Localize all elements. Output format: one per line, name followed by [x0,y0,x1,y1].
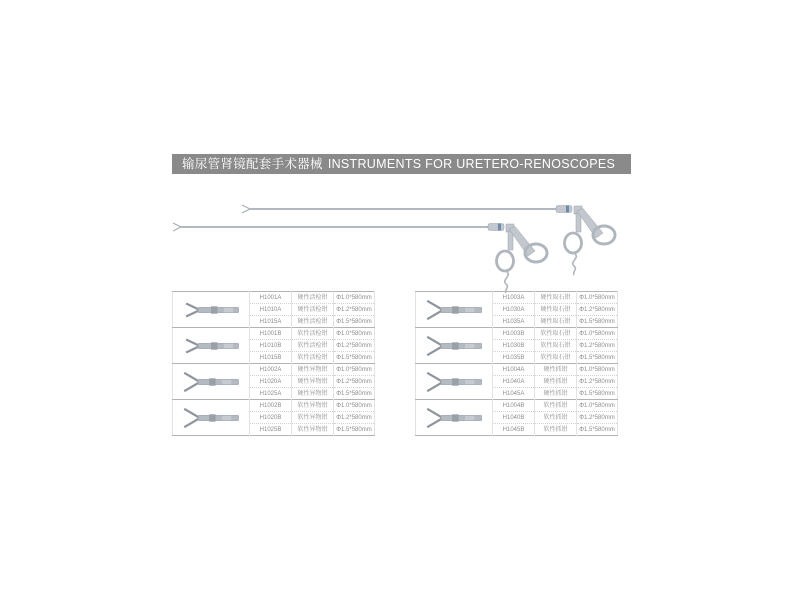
spec-cell: Φ1.2*580mm [577,412,618,424]
model-cell: H1010A [250,304,292,316]
name-cell: 软性异物钳 [292,412,334,424]
instrument-thumbnail-cell [416,292,493,328]
model-cell: H1002B [250,400,292,412]
instruments-illustration [170,195,640,295]
spec-cell: Φ1.5*580mm [577,388,618,400]
spec-cell: Φ1.5*580mm [334,316,375,328]
spec-cell: Φ1.0*580mm [577,292,618,304]
name-cell: 硬性取石钳 [535,304,577,316]
name-cell: 硬性活检钳 [292,304,334,316]
spec-cell: Φ1.0*580mm [577,400,618,412]
spec-cell: Φ1.0*580mm [334,364,375,376]
name-cell: 软性异物钳 [292,424,334,436]
spec-cell: Φ1.5*580mm [577,352,618,364]
name-cell: 软性活检钳 [292,328,334,340]
model-cell: H1045B [493,424,535,436]
spec-cell: Φ1.0*580mm [334,292,375,304]
spec-cell: Φ1.0*580mm [334,328,375,340]
model-cell: H1035B [493,352,535,364]
instrument-thumbnail-cell [173,364,250,400]
spec-cell: Φ1.5*580mm [334,388,375,400]
name-cell: 硬性抓钳 [535,388,577,400]
model-cell: H1015A [250,316,292,328]
name-cell: 软性取石钳 [535,328,577,340]
name-cell: 硬性抓钳 [535,376,577,388]
name-cell: 软性抓钳 [535,412,577,424]
instrument-thumbnail-cell [416,364,493,400]
spec-cell: Φ1.0*580mm [334,400,375,412]
name-cell: 硬性异物钳 [292,364,334,376]
spec-cell: Φ1.5*580mm [577,424,618,436]
spec-cell: Φ1.2*580mm [577,340,618,352]
section-title-chinese: 输尿管肾镜配套手术器械 [182,157,323,171]
spec-cell: Φ1.5*580mm [334,424,375,436]
forceps-open-jaws-icon [424,370,484,394]
section-header-bar [172,154,631,174]
model-cell: H1010B [250,340,292,352]
spec-cell: Φ1.5*580mm [577,316,618,328]
spec-table-left [172,291,375,436]
name-cell: 软性异物钳 [292,400,334,412]
name-cell: 硬性异物钳 [292,376,334,388]
name-cell: 软性活检钳 [292,340,334,352]
model-cell: H1025B [250,424,292,436]
name-cell: 软性活检钳 [292,352,334,364]
model-cell: H1025A [250,388,292,400]
forceps-open-jaws-icon [424,298,484,322]
forceps-open-jaws-icon [181,370,241,394]
model-cell: H1020B [250,412,292,424]
name-cell: 硬性活检钳 [292,292,334,304]
instrument-thumbnail-cell [173,400,250,436]
model-cell: H1001A [250,292,292,304]
forceps-open-jaws-icon [181,334,241,358]
spec-cell: Φ1.2*580mm [334,340,375,352]
name-cell: 软性抓钳 [535,400,577,412]
spec-cell: Φ1.2*580mm [334,412,375,424]
section-title-english: INSTRUMENTS FOR URETERO-RENOSCOPES [327,157,616,171]
model-cell: H1040B [493,412,535,424]
model-cell: H1015B [250,352,292,364]
name-cell: 硬性异物钳 [292,388,334,400]
name-cell: 硬性取石钳 [535,316,577,328]
spec-cell: Φ1.2*580mm [334,304,375,316]
instrument-thumbnail-cell [416,400,493,436]
name-cell: 硬性取石钳 [535,292,577,304]
model-cell: H1003B [493,328,535,340]
model-cell: H1002A [250,364,292,376]
forceps-open-jaws-icon [424,334,484,358]
flexible-forceps-long-icon [242,205,615,275]
name-cell: 硬性活检钳 [292,316,334,328]
spec-cell: Φ1.2*580mm [577,304,618,316]
spec-cell: Φ1.2*580mm [577,376,618,388]
forceps-open-jaws-icon [181,298,241,322]
name-cell: 软性抓钳 [535,424,577,436]
instrument-thumbnail-cell [173,292,250,328]
model-cell: H1004A [493,364,535,376]
name-cell: 软性取石钳 [535,340,577,352]
spec-cell: Φ1.5*580mm [334,352,375,364]
model-cell: H1003A [493,292,535,304]
instrument-thumbnail-cell [416,328,493,364]
spec-cell: Φ1.2*580mm [334,376,375,388]
forceps-open-jaws-icon [424,406,484,430]
model-cell: H1030A [493,304,535,316]
model-cell: H1035A [493,316,535,328]
model-cell: H1001B [250,328,292,340]
spec-cell: Φ1.0*580mm [577,328,618,340]
model-cell: H1040A [493,376,535,388]
model-cell: H1004B [493,400,535,412]
model-cell: H1030B [493,340,535,352]
spec-cell: Φ1.0*580mm [577,364,618,376]
forceps-open-jaws-icon [181,406,241,430]
flexible-forceps-short-icon [173,223,547,293]
name-cell: 硬性抓钳 [535,364,577,376]
spec-table-right [415,291,618,436]
name-cell: 软性取石钳 [535,352,577,364]
model-cell: H1020A [250,376,292,388]
instrument-thumbnail-cell [173,328,250,364]
model-cell: H1045A [493,388,535,400]
